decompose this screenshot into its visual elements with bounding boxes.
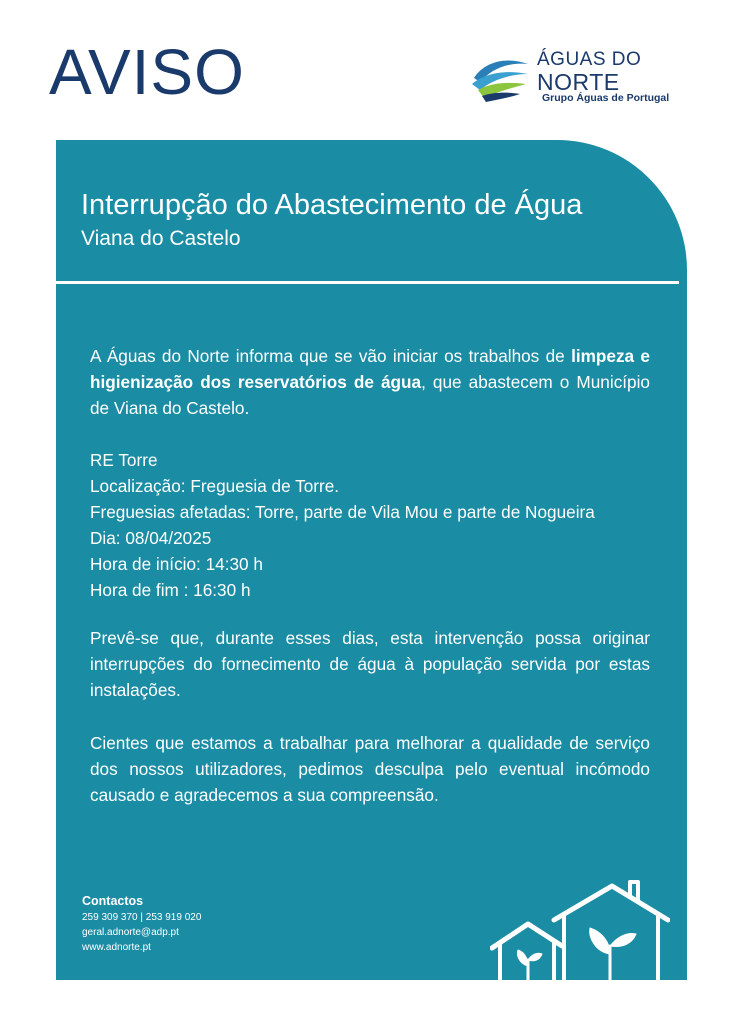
notice-subtitle: Viana do Castelo xyxy=(81,227,241,250)
logo-text-aguas-do: ÁGUAS DO xyxy=(537,49,642,70)
detail-reservoir: RE Torre xyxy=(90,450,158,470)
apology-paragraph: Cientes que estamos a trabalhar para melhorar a qualidade de serviço dos nossos utilizadores, pedimos desculpa pelo eventual incómodo causado e agradecemos a sua compreensão. xyxy=(90,733,650,805)
detail-start-time: Hora de início: 14:30 h xyxy=(90,554,263,574)
impact-paragraph: Prevê-se que, durante esses dias, esta intervenção possa originar interrupções do fornecimento de água à população servida por estas instalações. xyxy=(90,628,650,700)
detail-affected-parishes: Freguesias afetadas: Torre, parte de Vila Mou e parte de Nogueira xyxy=(90,502,595,522)
page-title: AVISO xyxy=(49,36,245,108)
notice-panel xyxy=(56,140,687,980)
intro-text-1: A Águas do Norte informa que se vão iniciar os trabalhos de xyxy=(90,346,572,366)
interruption-details xyxy=(90,447,650,603)
divider xyxy=(56,281,679,284)
contacts-block xyxy=(82,892,201,955)
logo-text-norte: NORTE xyxy=(537,69,620,95)
notice-title: Interrupção do Abastecimento de Água xyxy=(81,189,583,221)
intro-text-2: , que abastecem o Município de Viana do Castelo. xyxy=(90,372,650,418)
water-wave-logo-icon xyxy=(470,44,532,104)
aguas-do-norte-logo xyxy=(470,44,700,108)
detail-location: Localização: Freguesia de Torre. xyxy=(90,476,340,496)
contacts-phones: 259 309 370 | 253 919 020 xyxy=(82,912,202,923)
detail-end-time: Hora de fim : 16:30 h xyxy=(90,580,251,600)
intro-bold-text: limpeza e higienização dos reservatórios de água xyxy=(90,346,650,392)
intro-paragraph xyxy=(90,343,650,421)
contacts-heading: Contactos xyxy=(82,894,144,908)
contacts-email[interactable]: geral.adnorte@adp.pt xyxy=(82,927,179,938)
logo-text-grupo: Grupo Águas de Portugal xyxy=(542,92,670,104)
detail-date: Dia: 08/04/2025 xyxy=(90,528,212,548)
contacts-website[interactable]: www.adnorte.pt xyxy=(82,942,151,953)
houses-with-sprouts-icon xyxy=(490,876,670,980)
